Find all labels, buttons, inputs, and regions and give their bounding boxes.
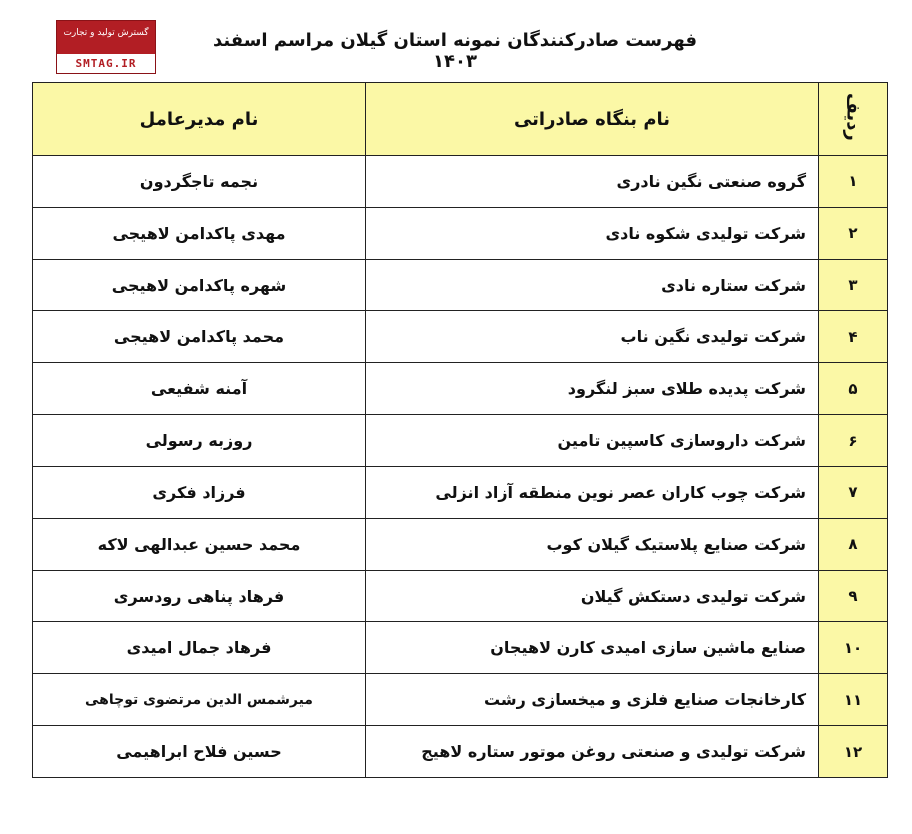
logo-text: گسترش تولید و تجارت [63,28,149,38]
row-company: شرکت پدیده طلای سبز لنگرود [366,363,819,415]
page-title: فهرست صادرکنندگان نمونه استان گیلان مراسم اسفند ۱۴۰۳ [213,30,697,72]
row-company: شرکت ستاره نادی [366,259,819,311]
row-manager: محمد پاکدامن لاهیجی [33,311,366,363]
row-manager: روزبه رسولی [33,415,366,467]
logo-domain: SMTAG.IR [57,54,155,73]
row-company: شرکت تولیدی شکوه نادی [366,207,819,259]
header-company: نام بنگاه صادراتی [366,83,819,156]
table-row [33,570,888,622]
row-company: شرکت تولیدی دستکش گیلان [366,570,819,622]
header-index: ردیف [819,83,888,156]
row-manager: حسین فلاح ابراهیمی [33,726,366,778]
exporters-table [32,82,888,778]
row-index: ۶ [819,415,888,467]
table-row [33,674,888,726]
table-row [33,415,888,467]
row-company: گروه صنعتی نگین نادری [366,156,819,208]
row-index: ۵ [819,363,888,415]
row-index: ۳ [819,259,888,311]
table-row [33,259,888,311]
row-company: شرکت تولیدی نگین ناب [366,311,819,363]
row-manager: نجمه تاجگردون [33,156,366,208]
table-row [33,311,888,363]
row-company: شرکت چوب کاران عصر نوین منطقه آزاد انزلی [366,466,819,518]
row-manager: مهدی پاکدامن لاهیجی [33,207,366,259]
row-company: کارخانجات صنایع فلزی و میخسازی رشت [366,674,819,726]
row-index: ۱۱ [819,674,888,726]
row-index: ۷ [819,466,888,518]
row-index: ۱ [819,156,888,208]
table-row [33,518,888,570]
row-manager: شهره پاکدامن لاهیجی [33,259,366,311]
row-company: صنایع ماشین سازی امیدی کارن لاهیجان [366,622,819,674]
smtag-logo [56,20,156,74]
table-row [33,622,888,674]
table-row [33,363,888,415]
row-index: ۱۰ [819,622,888,674]
row-index: ۲ [819,207,888,259]
row-manager: فرزاد فکری [33,466,366,518]
row-manager: فرهاد پناهی رودسری [33,570,366,622]
table-row [33,156,888,208]
row-manager: میرشمس الدین مرتضوی توچاهی [33,674,366,726]
row-manager: آمنه شفیعی [33,363,366,415]
row-company: شرکت صنایع پلاستیک گیلان کوب [366,518,819,570]
row-manager: فرهاد جمال امیدی [33,622,366,674]
row-index: ۹ [819,570,888,622]
row-manager: محمد حسین عبدالهی لاکه [33,518,366,570]
row-index: ۸ [819,518,888,570]
table-row [33,466,888,518]
table-row [33,207,888,259]
row-index: ۱۲ [819,726,888,778]
row-company: شرکت تولیدی و صنعتی روغن موتور ستاره لاهیج [366,726,819,778]
table-row [33,726,888,778]
row-index: ۴ [819,311,888,363]
header-manager: نام مدیرعامل [33,83,366,156]
row-company: شرکت داروسازی کاسپین تامین [366,415,819,467]
table-header-row [33,83,888,156]
